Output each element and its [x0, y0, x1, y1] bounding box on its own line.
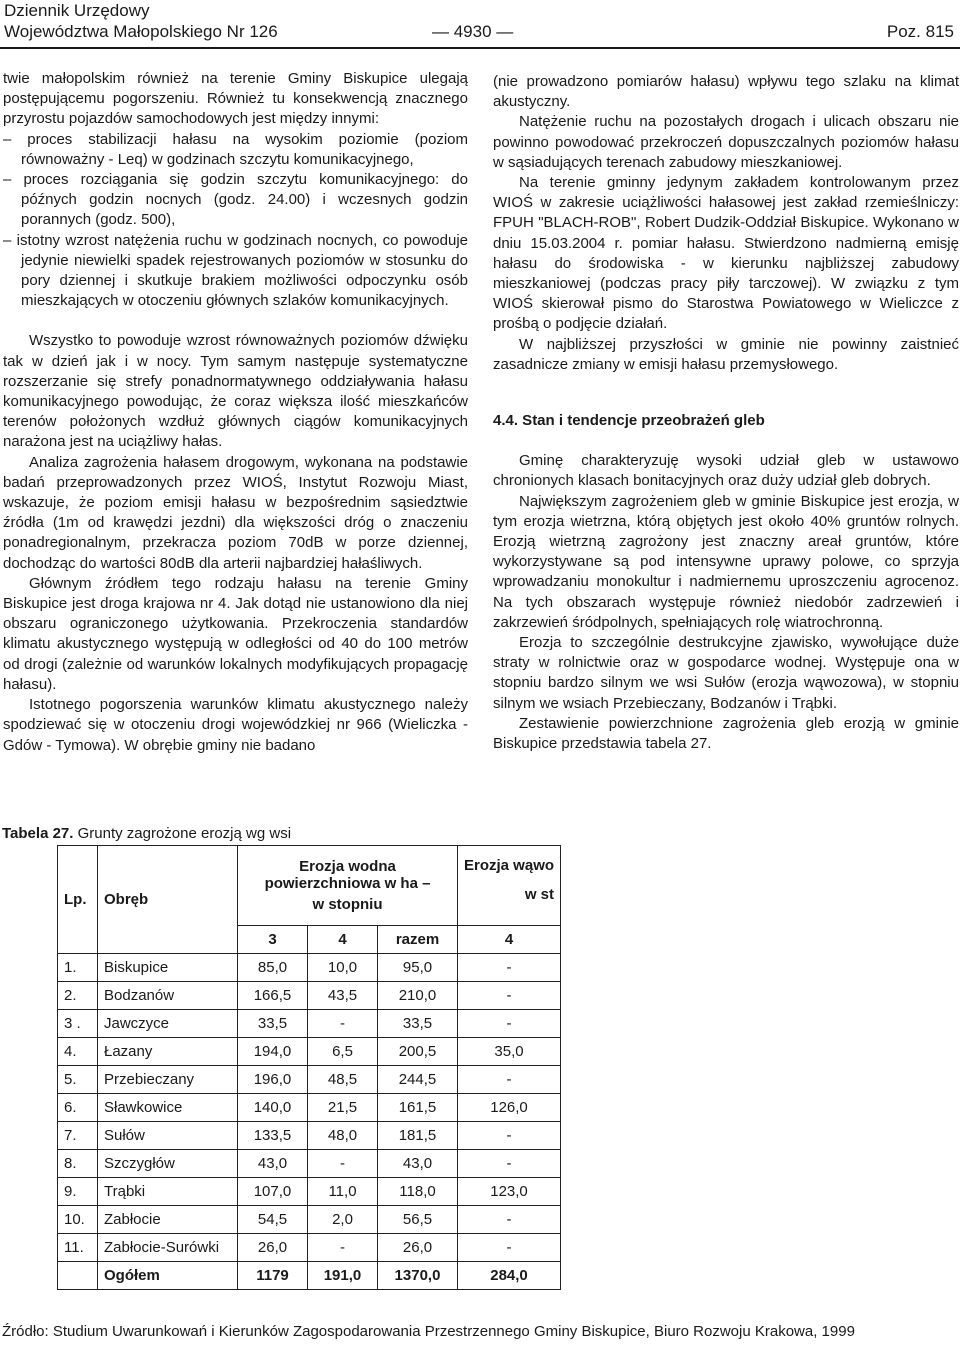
paragraph: Na terenie gminny jedynym zakładem kontrolowanym przez WIOŚ w zakresie uciążliwości hałasowej jest zakład rzemieślniczy: FPUH "BLACH-ROB", Robert Dudzik-Oddział Biskupice. Wykonano w dniu 15.03.2004 r. pomiar hałasu. Stwierdzono nadmierną emisję hałasu do środowiska - w kierunku najbliższej zabudowy mieszkaniowej (podczas pracy piły tarczowej). W związku z tym WIOŚ skierował pismo do Starostwa Powiatowego w Wieliczce z prośbą o podjęcie działań. [493, 174, 959, 333]
cell-total: 33,5 [378, 1010, 458, 1038]
cell-total: 118,0 [378, 1178, 458, 1206]
table-row [58, 1094, 561, 1122]
table-caption-text: Grunty zagrożone erozją wg wsi [73, 825, 292, 842]
cell-total: 181,5 [378, 1122, 458, 1150]
cell-obreb: Szczygłów [98, 1150, 238, 1178]
cell-degree-4: 48,0 [308, 1122, 378, 1150]
header-water-erosion-sub: w stopniu [312, 896, 383, 913]
page-header [0, 0, 960, 50]
cell-lp: 10. [58, 1206, 98, 1234]
table-row [58, 1206, 561, 1234]
cell-degree-3: 166,5 [238, 982, 308, 1010]
header-degree-4: 4 [308, 926, 378, 954]
paragraph: twie małopolskim również na terenie Gminy Biskupice ulegają postępującemu pogorszeniu. Również tu konsekwencją znacznego przyrostu pojazdów samochodowych jest między innymi: [3, 70, 468, 128]
left-column [3, 69, 468, 756]
table-caption [2, 825, 291, 842]
cell-total: 200,5 [378, 1038, 458, 1066]
bullet-item: – proces stabilizacji hałasu na wysokim poziomie (poziom równoważny - Leq) w godzinach szczytu komunikacyjnego, [3, 130, 468, 168]
cell-degree-3: 26,0 [238, 1234, 308, 1262]
cell-degree-3: 140,0 [238, 1094, 308, 1122]
bullet-item: – proces rozciągania się godzin szczytu komunikacyjnego: do późnych godzin nocnych (godz. 24.00) i wczesnych godzin porannych (godz. 500), [3, 171, 468, 229]
table-row [58, 1234, 561, 1262]
table-row [58, 1122, 561, 1150]
cell-degree-4: 21,5 [308, 1094, 378, 1122]
cell-degree-4: 48,5 [308, 1066, 378, 1094]
cell-degree-3: 54,5 [238, 1206, 308, 1234]
cell-obreb: Biskupice [98, 954, 238, 982]
cell-lp: 7. [58, 1122, 98, 1150]
table-row [58, 1178, 561, 1206]
section-title: 4.4. Stan i tendencje przeobrażeń gleb [493, 412, 765, 430]
cell-obreb: Przebieczany [98, 1066, 238, 1094]
table-total-row [58, 1262, 561, 1290]
cell-total: 95,0 [378, 954, 458, 982]
cell-total: 210,0 [378, 982, 458, 1010]
cell-degree-4: 10,0 [308, 954, 378, 982]
table-row [58, 1010, 561, 1038]
cell-degree-3: 85,0 [238, 954, 308, 982]
cell-gully-degree-4: 35,0 [458, 1038, 561, 1066]
position-number: Poz. 815 [886, 22, 954, 41]
cell-lp: 9. [58, 1178, 98, 1206]
cell-gully-degree-4: 123,0 [458, 1178, 561, 1206]
header-total: razem [378, 926, 458, 954]
cell-lp: 4. [58, 1038, 98, 1066]
cell-total: 244,5 [378, 1066, 458, 1094]
cell-degree-4: 191,0 [308, 1262, 378, 1290]
journal-title: Dziennik Urzędowy [4, 1, 150, 20]
cell-lp [58, 1262, 98, 1290]
cell-lp: 3 . [58, 1010, 98, 1038]
cell-gully-degree-4: - [458, 1150, 561, 1178]
paragraph: Największym zagrożeniem gleb w gminie Biskupice jest erozja, w tym erozja wietrzna, którą objętych jest około 40% gruntów rolnych. Erozją wietrzną zagrożony jest znaczny areał gruntów, które wykorzystywane są pod intensywne uprawy polowe, co sprzyja wprowadzaniu monokultur i nadmiernemu uproszczeniu agrocenoz. Na tych obszarach występuje również niedobór zadrzewień i zakrzewień śródpolnych, spełniających rolę wiatrochronną. [493, 492, 959, 631]
source-note: Źródło: Studium Uwarunkowań i Kierunków Zagospodarowania Przestrzennego Gminy Biskupice, Biuro Rozwoju Krakowa, 1999 [2, 1323, 855, 1340]
paragraph: (nie prowadzono pomiarów hałasu) wpływu tego szlaku na klimat akustyczny. [493, 73, 959, 111]
cell-obreb: Zabłocie [98, 1206, 238, 1234]
paragraph: Erozja to szczególnie destrukcyjne zjawisko, wywołujące duże straty w rolnictwie oraz w gospodarce wodnej. Występuje ona w stopniu bardzo silnym we wsi Sułów (erozja wąwozowa), w stopniu silnym we wsiach Przebieczany, Bodzanów i Trąbki. [493, 634, 959, 712]
cell-obreb: Zabłocie-Surówki [98, 1234, 238, 1262]
header-lp: Lp. [58, 846, 98, 954]
cell-degree-4: 2,0 [308, 1206, 378, 1234]
cell-obreb: Sułów [98, 1122, 238, 1150]
cell-degree-3: 107,0 [238, 1178, 308, 1206]
header-obreb: Obręb [98, 846, 238, 954]
page-number: — 4930 — [432, 22, 514, 41]
paragraph: W najbliższej przyszłości w gminie nie powinny zaistnieć zasadnicze zmiany w emisji hałasu przemysłowego. [493, 335, 959, 373]
cell-degree-4: 11,0 [308, 1178, 378, 1206]
cell-lp: 2. [58, 982, 98, 1010]
cell-degree-3: 33,5 [238, 1010, 308, 1038]
cell-degree-4: - [308, 1150, 378, 1178]
cell-degree-4: - [308, 1010, 378, 1038]
cell-total: 1370,0 [378, 1262, 458, 1290]
cell-obreb: Łazany [98, 1038, 238, 1066]
header-water-erosion [238, 846, 458, 926]
cell-obreb: Trąbki [98, 1178, 238, 1206]
paragraph: Zestawienie powierzchnione zagrożenia gleb erozją w gminie Biskupice przedstawia tabela 27. [493, 714, 959, 753]
cell-degree-4: 43,5 [308, 982, 378, 1010]
cell-degree-3: 196,0 [238, 1066, 308, 1094]
right-column [493, 72, 959, 754]
cell-gully-degree-4: - [458, 1234, 561, 1262]
erosion-table [57, 845, 581, 1310]
paragraph: Głównym źródłem tego rodzaju hałasu na terenie Gminy Biskupice jest droga krajowa nr 4. Jak dotąd nie ustanowiono dla niej obszaru ograniczonego użytkowania. Przekroczenia standardów klimatu akustycznego występują w odległości od 40 do 100 metrów od drogi (zależnie od warunków lokalnych modyfikujących propagację hałasu). [3, 574, 468, 693]
cell-gully-degree-4: - [458, 954, 561, 982]
cell-gully-degree-4: - [458, 1066, 561, 1094]
header-gully-erosion-sub: w st [524, 885, 555, 903]
cell-gully-degree-4: 126,0 [458, 1094, 561, 1122]
table-row [58, 982, 561, 1010]
paragraph: Gminę charakteryzuję wysoki udział gleb w ustawowo chronionych klasach bonitacyjnych oraz duży udział gleb dobrych. [493, 452, 959, 490]
table-caption-label: Tabela 27. [2, 825, 74, 842]
cell-gully-degree-4: - [458, 982, 561, 1010]
paragraph: Natężenie ruchu na pozostałych drogach i ulicach obszaru nie powinno powodować przekroczeń dopuszczalnych poziomów hałasu w sąsiadujących terenach zabudowy mieszkaniowej. [493, 113, 959, 171]
paragraph: Wszystko to powoduje wzrost równoważnych poziomów dźwięku tak w dzień jak i w nocy. Tym samym następuje systematyczne rozszerzanie się strefy ponadnormatywnego oddziaływania hałasu komunikacyjnego powodując, że coraz większa ilość mieszkańców terenów położonych wzdłuż głównych ciągów komunikacyjnych narażona jest na uciążliwy hałas. [3, 332, 468, 451]
cell-degree-3: 1179 [238, 1262, 308, 1290]
bullet-item: – istotny wzrost natężenia ruchu w godzinach nocnych, co powoduje jedynie niewielki spadek rejestrowanych poziomów w stosunku do pory dziennej i skutkuje brakiem możliwości odpoczynku osób mieszkających w otoczeniu głównych szlaków komunikacyjnych. [3, 231, 468, 310]
paragraph: Istotnego pogorszenia warunków klimatu akustycznego należy spodziewać się w otoczeniu drogi wojewódzkiej nr 966 (Wieliczka - Gdów - Tymowa). W obrębie gminy nie badano [3, 696, 468, 754]
voivodeship-issue: Województwa Małopolskiego Nr 126 [4, 22, 278, 41]
cell-degree-3: 133,5 [238, 1122, 308, 1150]
cell-total: 26,0 [378, 1234, 458, 1262]
cell-total: 56,5 [378, 1206, 458, 1234]
cell-lp: 8. [58, 1150, 98, 1178]
cell-lp: 5. [58, 1066, 98, 1094]
cell-gully-degree-4: - [458, 1122, 561, 1150]
header-degree-3: 3 [238, 926, 308, 954]
table-row [58, 1150, 561, 1178]
cell-total: 161,5 [378, 1094, 458, 1122]
cell-obreb: Sławkowice [98, 1094, 238, 1122]
cell-gully-degree-4: - [458, 1206, 561, 1234]
header-divider [0, 47, 960, 49]
cell-gully-degree-4: - [458, 1010, 561, 1038]
cell-degree-3: 43,0 [238, 1150, 308, 1178]
cell-lp: 11. [58, 1234, 98, 1262]
header-water-erosion-title: Erozja wodna powierzchniowa w ha – [264, 858, 431, 892]
table-row [58, 954, 561, 982]
cell-lp: 1. [58, 954, 98, 982]
cell-obreb: Jawczyce [98, 1010, 238, 1038]
cell-degree-4: 6,5 [308, 1038, 378, 1066]
header-gully-degree-4: 4 [458, 926, 561, 954]
cell-obreb: Bodzanów [98, 982, 238, 1010]
cell-total-label: Ogółem [98, 1262, 238, 1290]
header-gully-erosion [458, 846, 561, 926]
cell-lp: 6. [58, 1094, 98, 1122]
table-row [58, 1038, 561, 1066]
table-row [58, 1066, 561, 1094]
cell-degree-3: 194,0 [238, 1038, 308, 1066]
cell-degree-4: - [308, 1234, 378, 1262]
paragraph: Analiza zagrożenia hałasem drogowym, wykonana na podstawie badań przeprowadzonych przez WIOŚ, Instytut Rozwoju Miast, wskazuje, że poziom emisji hałasu w bezpośrednim sąsiedztwie źródła (1m od krawędzi jezdni) dla większości dróg o znaczeniu ponadregionalnym, przekracza poziom 70dB w porze dziennej, dochodząc do wartości 80dB dla arterii najbardziej hałaśliwych. [3, 453, 468, 572]
cell-gully-degree-4: 284,0 [458, 1262, 561, 1290]
header-gully-erosion-title: Erozja wąwo [464, 856, 555, 874]
cell-total: 43,0 [378, 1150, 458, 1178]
